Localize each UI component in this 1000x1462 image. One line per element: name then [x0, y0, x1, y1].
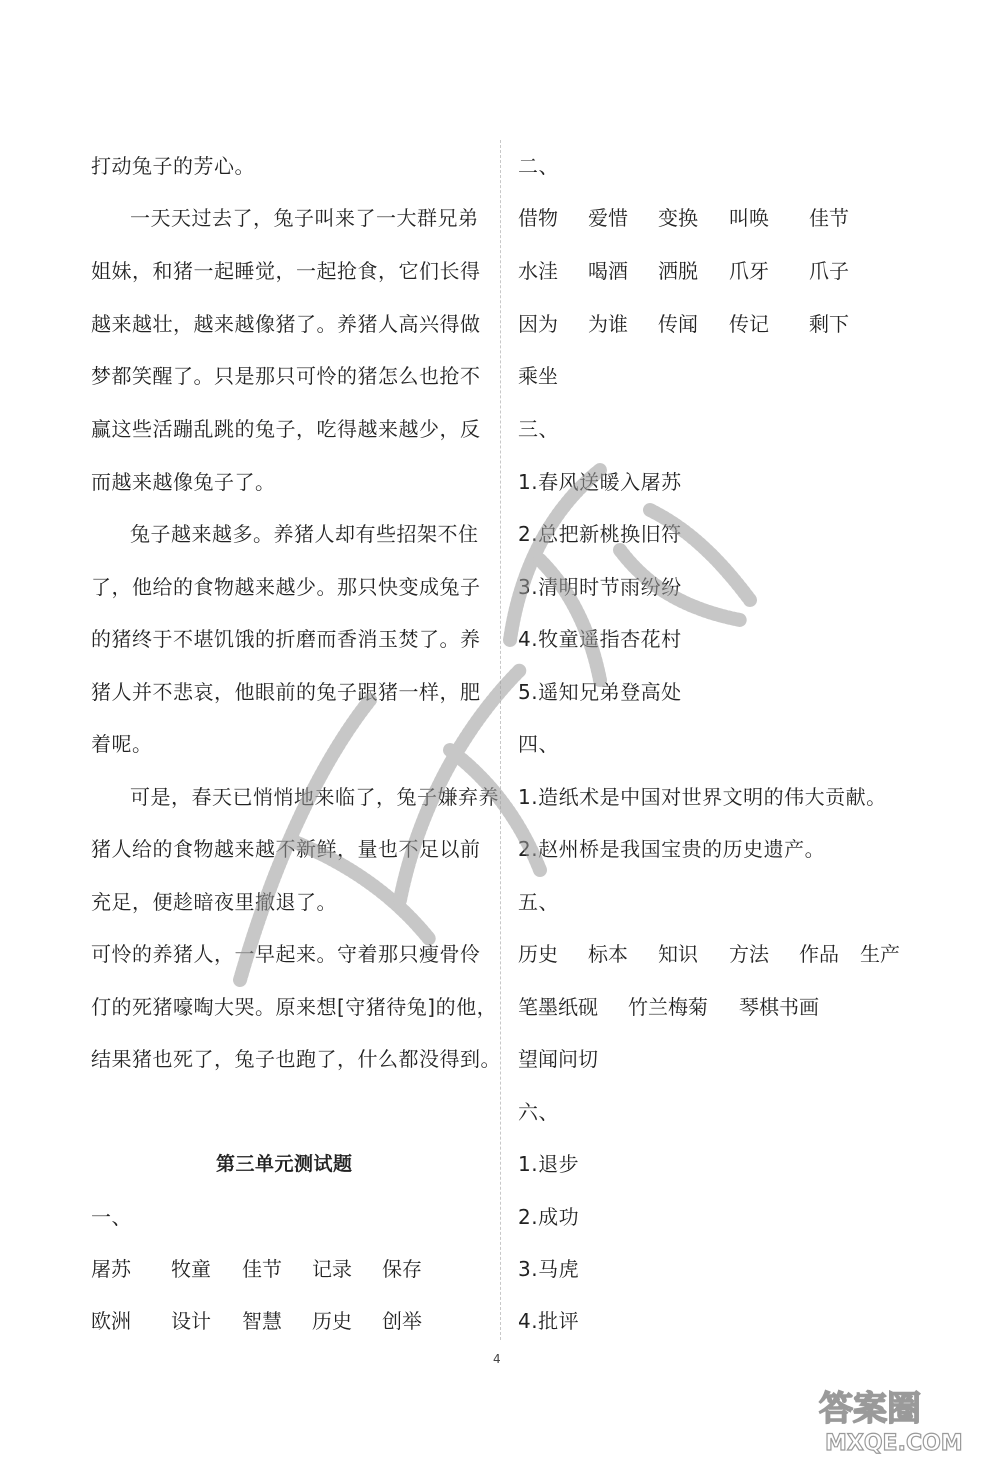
- word-cell: 记录: [312, 1257, 352, 1281]
- word-cell: 历史: [518, 942, 558, 966]
- word-cell: 水洼: [518, 259, 558, 283]
- word-cell: 剩下: [809, 312, 849, 336]
- story-line: 可是，春天已悄悄地来临了，兔子嫌弃养: [130, 785, 499, 809]
- answer-item: 3.马虎: [518, 1257, 580, 1281]
- word-cell: 屠苏: [91, 1257, 131, 1281]
- word-cell: 笔墨纸砚: [518, 995, 598, 1019]
- answer-item: 3.清明时节雨纷纷: [518, 575, 682, 599]
- watermark-graphic: [220, 420, 780, 1020]
- site-logo: [815, 1378, 995, 1458]
- answer-item: 2.总把新桃换旧符: [518, 522, 682, 546]
- word-cell: 设计: [171, 1309, 211, 1333]
- story-line: 梦都笑醒了。只是那只可怜的猪怎么也抢不: [91, 364, 481, 388]
- word-cell: 乘坐: [518, 364, 558, 388]
- word-cell: 智慧: [242, 1309, 282, 1333]
- unit-title: 第三单元测试题: [216, 1153, 353, 1175]
- section-label: 二、: [518, 154, 559, 178]
- story-line: 猪人给的食物越来越不新鲜，量也不足以前: [91, 837, 481, 861]
- word-cell: 知识: [658, 942, 698, 966]
- word-cell: 佳节: [809, 206, 849, 230]
- answer-item: 4.牧童遥指杏花村: [518, 627, 682, 651]
- page-number: 4: [493, 1352, 501, 1366]
- section-label: 六、: [518, 1100, 559, 1124]
- story-line: 打动兔子的芳心。: [91, 154, 255, 178]
- story-line: 仃的死猪嚎啕大哭。原来想[守猪待兔]的他，: [91, 995, 498, 1019]
- story-line: 赢这些活蹦乱跳的兔子，吃得越来越少，反: [91, 417, 481, 441]
- story-line: 可怜的养猪人，一早起来。守着那只瘦骨伶: [91, 942, 481, 966]
- word-cell: 标本: [588, 942, 628, 966]
- word-cell: 爪子: [809, 259, 849, 283]
- word-cell: 变换: [658, 206, 698, 230]
- word-cell: 保存: [382, 1257, 422, 1281]
- story-line: 的猪终于不堪饥饿的折磨而香消玉焚了。养: [91, 627, 481, 651]
- story-line: 了，他给的食物越来越少。那只快变成兔子: [91, 575, 481, 599]
- story-line: 兔子越来越多。养猪人却有些招架不住: [130, 522, 479, 546]
- story-line: 充足，便趁暗夜里撤退了。: [91, 890, 337, 914]
- word-cell: 叫唤: [729, 206, 769, 230]
- word-cell: 为谁: [588, 312, 628, 336]
- word-cell: 传闻: [658, 312, 698, 336]
- story-line: 结果猪也死了，兔子也跑了，什么都没得到。: [91, 1047, 501, 1071]
- word-cell: 爱惜: [588, 206, 628, 230]
- answer-item: 4.批评: [518, 1309, 580, 1333]
- word-cell: 爪牙: [729, 259, 769, 283]
- word-cell: 历史: [312, 1309, 352, 1333]
- story-line: 而越来越像兔子了。: [91, 470, 276, 494]
- answer-item: 1.春风送暖入屠苏: [518, 470, 682, 494]
- section-label: 四、: [518, 732, 559, 756]
- word-cell: 生产: [860, 942, 900, 966]
- word-cell: 牧童: [171, 1257, 211, 1281]
- word-cell: 望闻问切: [518, 1047, 598, 1071]
- word-cell: 洒脱: [658, 259, 698, 283]
- logo-url: MXQE.COM: [825, 1431, 963, 1456]
- answer-item: 5.遥知兄弟登高处: [518, 680, 682, 704]
- word-cell: 创举: [382, 1309, 422, 1333]
- word-cell: 方法: [729, 942, 769, 966]
- logo-text: 答案圈: [819, 1389, 921, 1429]
- answer-item: 1.造纸术是中国对世界文明的伟大贡献。: [518, 785, 887, 809]
- word-cell: 佳节: [242, 1257, 282, 1281]
- word-cell: 琴棋书画: [739, 995, 819, 1019]
- word-cell: 传记: [729, 312, 769, 336]
- section-label: 三、: [518, 417, 559, 441]
- word-cell: 借物: [518, 206, 558, 230]
- word-cell: 因为: [518, 312, 558, 336]
- answer-item: 1.退步: [518, 1152, 580, 1176]
- word-cell: 竹兰梅菊: [628, 995, 708, 1019]
- story-line: 着呢。: [91, 732, 153, 756]
- word-cell: 欧洲: [91, 1309, 131, 1333]
- word-cell: 喝酒: [588, 259, 628, 283]
- story-line: 越来越壮，越来越像猪了。养猪人高兴得做: [91, 312, 481, 336]
- answer-item: 2.赵州桥是我国宝贵的历史遗产。: [518, 837, 826, 861]
- word-cell: 作品: [799, 942, 839, 966]
- answer-item: 2.成功: [518, 1205, 580, 1229]
- story-line: 猪人并不悲哀，他眼前的兔子跟猪一样，肥: [91, 680, 481, 704]
- section-label: 五、: [518, 890, 559, 914]
- story-line: 一天天过去了，兔子叫来了一大群兄弟: [130, 206, 479, 230]
- story-line: 姐妹，和猪一起睡觉，一起抢食，它们长得: [91, 259, 481, 283]
- section-label: 一、: [91, 1205, 132, 1229]
